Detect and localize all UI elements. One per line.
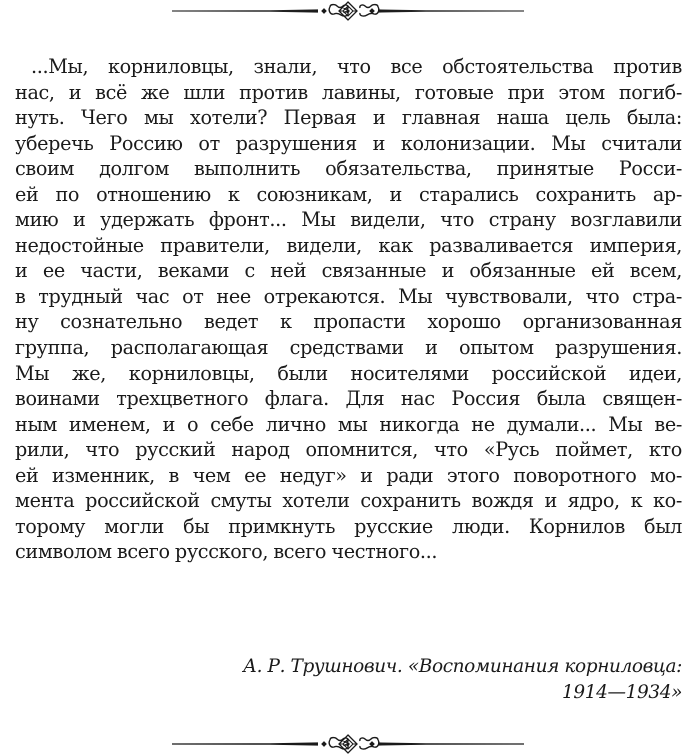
quote-line: Мы же, корниловцы, были носителями российской идеи, <box>15 361 682 385</box>
quote-line: в трудный час от нее отрекаются. Мы чувствовали, что стра- <box>15 284 682 308</box>
quote-line: мию и удержать фронт... Мы видели, что страну возглавили <box>15 208 682 232</box>
quote-line: ...Мы, корниловцы, знали, что все обстоятельства против <box>31 55 682 78</box>
quote-line: уберечь Россию от разрушения и колонизации. Мы считали <box>15 131 682 155</box>
quote-line: ну сознательно ведет к пропасти хорошо организованная <box>15 310 682 334</box>
quote-line: ным именем, и о себе лично мы никогда не думали... Мы ве- <box>15 412 682 436</box>
ornamental-divider-bottom <box>170 734 526 754</box>
quote-line: нуть. Чего мы хотели? Первая и главная наша цель была: <box>15 106 682 130</box>
quote-line: ей по отношению к союзникам, и старались сохранить ар- <box>15 182 682 206</box>
quote-line: торому могли бы примкнуть русские люди. Корнилов был <box>15 514 682 538</box>
attribution-years: 1914—1934» <box>562 682 682 703</box>
quote-paragraph <box>15 54 682 565</box>
flourish-ornament-icon <box>170 1 526 21</box>
quote-line: группа, располагающая средствами и опытом разрушения. <box>15 336 682 360</box>
quote-line: нас, и всё же шли против лавины, готовые при этом погиб- <box>15 80 682 104</box>
quote-line: недостойные правители, видели, как разваливается империя, <box>15 233 682 257</box>
quote-line: воинами трехцветного флага. Для нас Россия была священ- <box>15 387 682 411</box>
quote-line: ей изменник, в чем ее недуг» и ради этого поворотного мо- <box>15 463 682 487</box>
quote-attribution <box>122 654 682 706</box>
attribution-author-title: А. Р. Трушнович. «Воспоминания корниловца: <box>242 656 682 677</box>
quote-line: мента российской смуты хотели сохранить вождя и ядро, к ко- <box>15 489 682 513</box>
quote-line: своим долгом выполнить обязательства, принятые Росси- <box>15 157 682 181</box>
flourish-ornament-icon <box>170 734 526 754</box>
ornamental-divider-top <box>170 1 526 21</box>
quote-line: и ее части, веками с ней связанные и обязанные ей всем, <box>15 259 682 283</box>
quote-line: символом всего русского, всего честного... <box>15 540 438 564</box>
quote-line: рили, что русский народ опомнится, что «Русь поймет, кто <box>15 438 682 462</box>
